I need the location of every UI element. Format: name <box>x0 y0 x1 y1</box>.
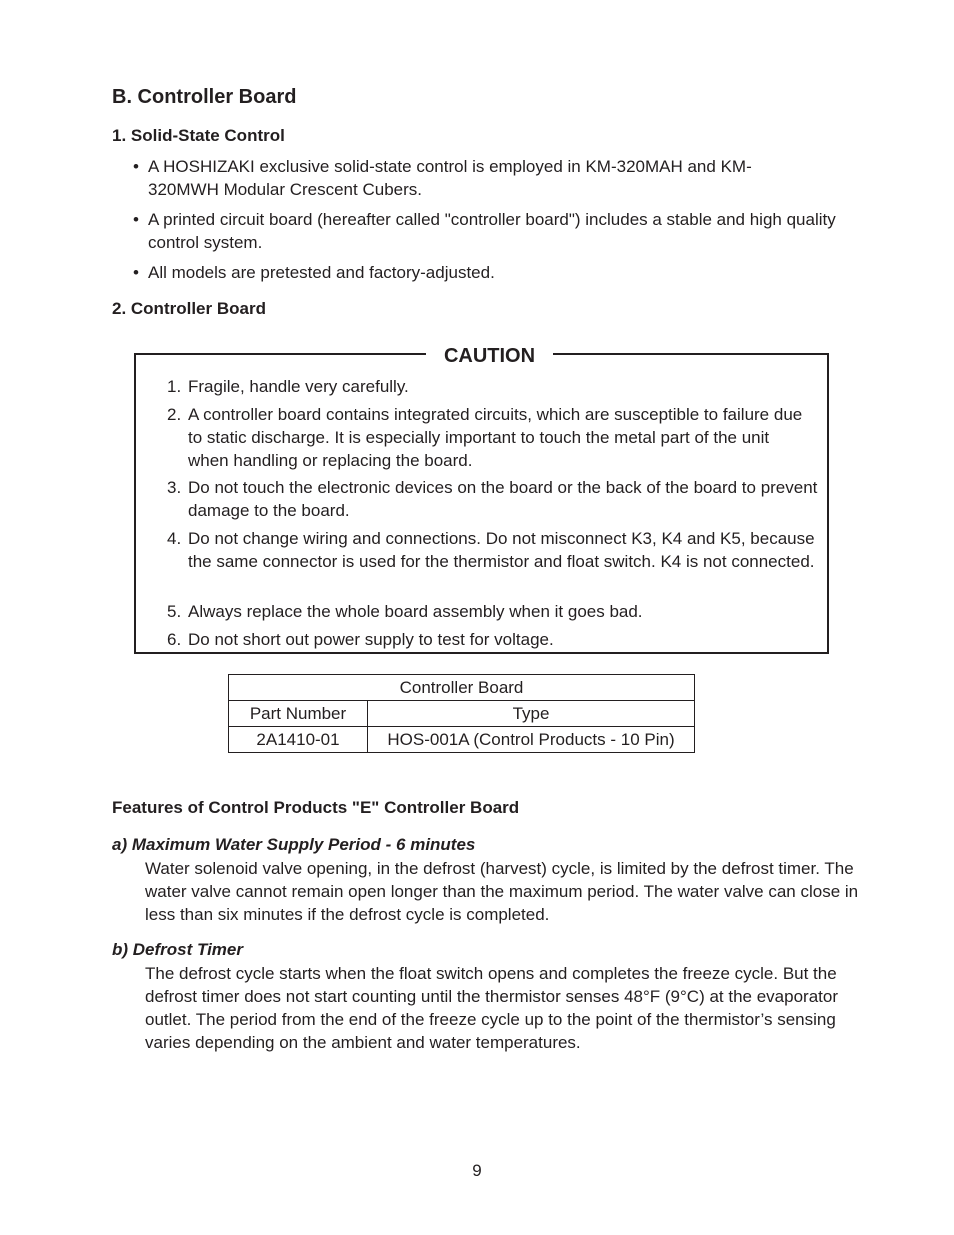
section-title: B. Controller Board <box>112 86 297 108</box>
caution-item <box>167 628 827 651</box>
table-caption-row <box>229 675 695 701</box>
subsection-title-controller-board: 2. Controller Board <box>112 299 266 318</box>
feature-heading: b) Defrost Timer <box>112 940 243 959</box>
bullet-item <box>133 155 853 201</box>
bullet-text: A HOSHIZAKI exclusive solid-state control is employed in KM-320MAH and KM-320MWH Modular Crescent Cubers. <box>148 157 752 199</box>
table-row <box>229 727 695 753</box>
type-cell: HOS-001A (Control Products - 10 Pin) <box>368 727 695 753</box>
feature-text: Water solenoid valve opening, in the defrost (harvest) cycle, is limited by the defrost timer. The water valve cannot remain open longer than the maximum period. The water valve can close in less than six minutes if the defrost cycle is completed. <box>145 859 859 924</box>
bullet-mark: • <box>133 263 139 282</box>
table-caption: Controller Board <box>229 675 695 701</box>
feature-heading: a) Maximum Water Supply Period - 6 minutes <box>112 835 476 854</box>
bullet-mark: • <box>133 157 139 176</box>
caution-item-number: 5. <box>167 602 182 621</box>
caution-item <box>167 527 827 573</box>
caution-item <box>167 600 827 623</box>
page-number: 9 <box>472 1161 482 1180</box>
table-header-row <box>229 701 695 727</box>
caution-item-number: 2. <box>167 405 182 424</box>
subsection-title-solid-state: 1. Solid-State Control <box>112 126 285 145</box>
feature-text: The defrost cycle starts when the float switch opens and completes the freeze cycle. But the defrost timer does not start counting until the thermistor senses 48°F (9°C) at the evaporator outlet. The period from the end of the freeze cycle up to the point of the thermistor’s sensing varies depending on the ambient and water temperatures. <box>145 964 838 1052</box>
caution-item-text: Always replace the whole board assembly when it goes bad. <box>188 602 643 621</box>
caution-item-text: Do not change wiring and connections. Do not misconnect K3, K4 and K5, because the same connector is used for the thermistor and float switch. K4 is not connected. <box>188 529 815 571</box>
caution-item-number: 6. <box>167 630 182 649</box>
bullet-item <box>133 208 853 254</box>
controller-board-table <box>228 674 695 753</box>
caution-item-text: Fragile, handle very carefully. <box>188 377 409 396</box>
caution-item <box>167 403 827 472</box>
features-title: Features of Control Products "E" Controller Board <box>112 798 520 817</box>
caution-item-text: A controller board contains integrated circuits, which are susceptible to failure due to static discharge. It is especially important to touch the metal part of the unit when handling or replacing the board. <box>188 405 803 470</box>
caution-title: CAUTION <box>426 343 553 369</box>
caution-item-text: Do not short out power supply to test for voltage. <box>188 630 554 649</box>
part-number-cell: 2A1410-01 <box>229 727 368 753</box>
bullet-mark: • <box>133 210 139 229</box>
bullet-item <box>133 261 853 284</box>
column-header-type: Type <box>368 701 695 727</box>
caution-item-number: 1. <box>167 377 182 396</box>
caution-item-text: Do not touch the electronic devices on the board or the back of the board to prevent damage to the board. <box>188 478 818 520</box>
caution-item-number: 3. <box>167 478 182 497</box>
bullet-text: A printed circuit board (hereafter called "controller board") includes a stable and high quality control system. <box>148 210 836 252</box>
column-header-part-number: Part Number <box>229 701 368 727</box>
caution-item <box>167 476 827 522</box>
caution-item <box>167 375 827 398</box>
bullet-text: All models are pretested and factory-adjusted. <box>148 263 495 282</box>
caution-item-number: 4. <box>167 529 182 548</box>
